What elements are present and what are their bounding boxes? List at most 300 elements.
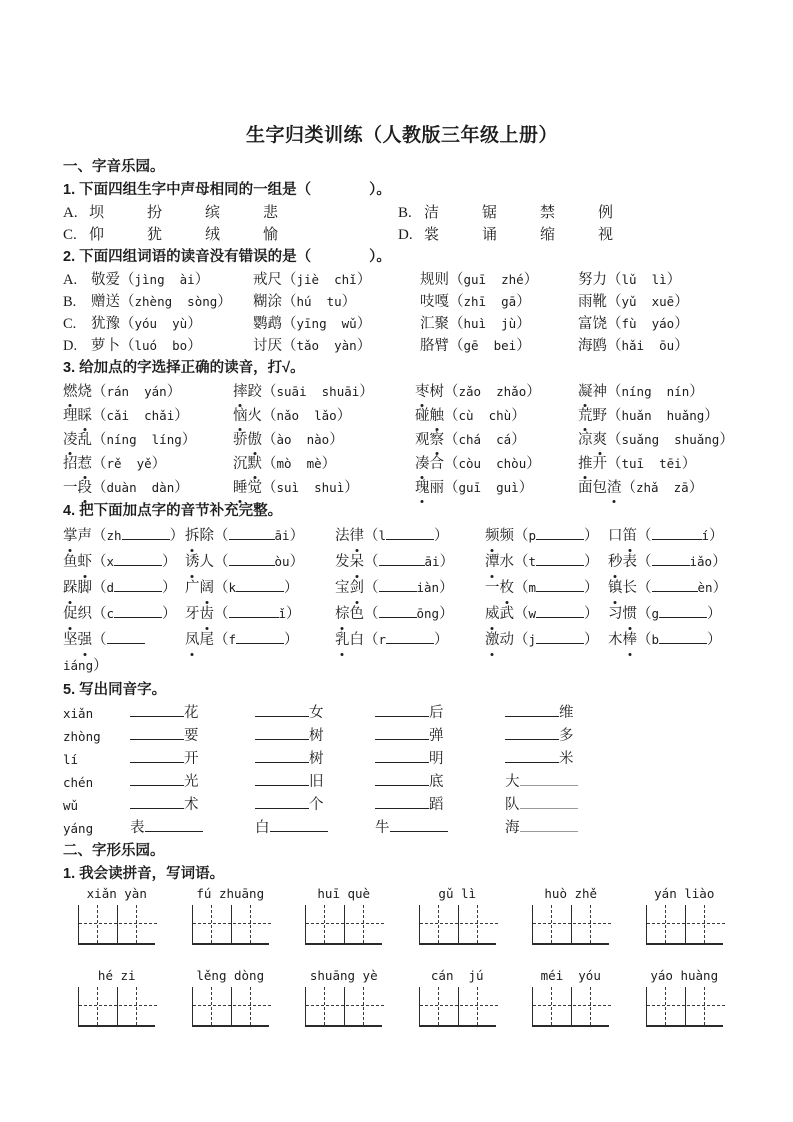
paren-close: ） [674,316,689,332]
word-char: 色 [349,606,364,622]
reading-choice-item [415,380,578,404]
given-char: 开 [184,751,199,767]
given-char: 光 [184,774,199,790]
word-char: 促 [63,601,78,627]
answer-blank [255,725,309,740]
paren-close: ） [284,580,299,596]
q4-prompt: 4. 把下面加点字的音节补充完整。 [63,503,283,519]
option-char: 坝 [89,205,105,221]
word: 犹豫 [91,316,120,332]
homophone-cell [130,771,255,794]
word-with-pinyin [420,269,578,291]
answer-blank [229,525,275,540]
grid-line [363,987,364,1025]
word-char: 一 [485,580,500,596]
grid-unit [514,886,628,947]
paren-open: （ [120,338,135,354]
answer-blank [130,771,184,786]
pinyin: ǐ [278,606,287,621]
answer-blank [379,551,425,566]
word-with-pinyin [63,269,253,291]
given-char: 旧 [309,774,324,790]
word [185,528,214,544]
grid-line [250,987,251,1025]
word [185,580,214,596]
syllable-completion-item [335,601,485,627]
option-char: 洁 [424,205,440,221]
option-label: C. [63,227,77,243]
q1-prompt: 1. 下面四组生字中声母相同的一组是（ ）。 [63,182,391,198]
word-char: 凌 [63,428,78,452]
word-char: 惹 [78,452,93,476]
pinyin: gē bei [463,338,517,353]
paren-open: （ [282,316,297,332]
paren-open: （ [262,456,277,472]
word-char: 骄 [233,432,248,448]
paren-open: （ [449,338,464,354]
paren-open: （ [282,294,297,310]
answer-blank [122,525,170,540]
reading-choice-item [233,380,415,404]
pinyin: xiǎn yàn [86,886,147,901]
homophone-cell [505,725,741,748]
paren-open: （ [607,316,622,332]
homophone-cell [505,771,741,794]
word-char: 枚 [500,575,515,601]
word [415,384,444,400]
word-with-pinyin [253,269,420,291]
given-char: 术 [184,797,199,813]
grid-row [60,886,741,947]
paren-close: ） [166,384,182,400]
pinyin-writing-grids [63,886,741,1029]
answer-blank [520,817,578,832]
pinyin: tǎo yàn [296,338,357,353]
answer-blank [652,525,702,540]
syllable-completion-item [185,549,335,575]
word: 戒尺 [253,272,282,288]
grid-line [97,987,98,1025]
word: 富饶 [578,316,607,332]
word-char: 频 [485,523,500,549]
pinyin: āi [274,528,290,543]
paren-close: ） [194,272,210,288]
pinyin: jiè chǐ [296,272,357,287]
paren-open: （ [607,384,622,400]
word: 讨厌 [253,338,282,354]
character-writing-grid [305,987,382,1027]
pinyin: zh [106,528,122,543]
paren-open: （ [514,528,529,544]
grid-line [590,905,591,943]
paren-close: ） [151,456,167,472]
pinyin: òu [274,554,290,569]
syllable-completion-item [485,523,608,549]
word-char: 发 [335,554,350,570]
answer-blank [379,603,417,618]
grid-line [97,905,98,943]
homophone-cell [130,725,255,748]
paren-open: （ [637,580,652,596]
paren-close: ） [289,554,305,570]
pinyin: rán yán [106,384,167,399]
pinyin: yǔ xuē [621,294,675,309]
pinyin: j [528,632,537,647]
paren-open: （ [637,606,652,622]
homophone-cell [255,794,375,817]
pinyin: luó bo [134,338,188,353]
paren-close: ） [688,480,704,496]
homophone-cell [255,817,375,840]
word-char: 习 [608,606,623,622]
word [578,384,607,400]
pinyin: fú zhuāng [196,886,265,901]
word [335,554,364,570]
word-char: 鱼 [63,554,78,570]
word-char: 凉 [578,432,593,448]
word-char: 武 [499,606,514,622]
grid-line [211,905,212,943]
word-char: 招 [63,456,78,472]
character-writing-grid [305,905,382,945]
paren-open: （ [262,408,277,424]
word [485,632,514,648]
character-writing-grid [419,905,496,945]
pinyin: shuāng yè [309,968,378,983]
grid-line [685,987,686,1025]
option-char: 仰 [89,227,105,243]
word-char: 口 [608,528,623,544]
paren-open: （ [262,384,277,400]
word-char: 强 [78,627,93,653]
grid-line [344,905,345,943]
pinyin: iáng [63,658,94,673]
word [608,580,637,596]
pinyin: huò zhě [544,886,598,901]
answer-blank [390,817,448,832]
word [485,580,514,596]
option-char: 裳 [424,227,440,243]
paren-open: （ [282,338,297,354]
answer-blank [229,603,279,618]
word-with-pinyin [253,335,420,357]
option-label: D. [63,338,78,354]
q2-row [63,269,741,291]
q2-options [63,269,741,357]
pinyin: yáo huàng [650,968,719,983]
paren-open: （ [92,554,107,570]
grid-line [647,923,725,924]
paren-open: （ [92,432,107,448]
word-char: 丽 [429,480,444,496]
grid-line [344,987,345,1025]
answer-blank [130,748,184,763]
option-label: A. [63,272,78,288]
paren-close: ） [187,316,202,332]
word-char: 掌 [63,523,78,549]
paren-close: ） [712,554,727,570]
syllable-completion-item [185,627,335,679]
word-with-pinyin [578,313,741,335]
pinyin: t [528,554,537,569]
grid-row [60,968,741,1029]
paren-close: ） [162,554,177,570]
word-char: 除 [199,528,214,544]
pinyin: l [378,528,387,543]
q2-row [63,291,741,313]
paren-close: ） [518,480,534,496]
syllable-completion-item [63,575,185,601]
pinyin: gǔ lì [438,886,477,901]
q5-table [63,702,741,840]
paren-close: ） [584,632,599,648]
pinyin: x [106,554,115,569]
word [233,480,262,496]
word-char: 渣 [607,476,622,500]
paren-open: （ [214,580,229,596]
word: 努力 [578,272,607,288]
word-char: 睬 [78,404,93,428]
word [578,456,607,472]
given-char: 树 [309,751,324,767]
answer-blank [536,525,584,540]
grid-unit [401,886,515,947]
given-char: 维 [559,705,574,721]
pinyin: guī zhé [463,272,524,287]
grid-line [477,905,478,943]
grid-line [231,905,232,943]
option-char: 禁 [540,205,556,221]
character-writing-grid [78,905,155,945]
word-char: 乱 [77,432,92,448]
paren-close: ） [286,606,301,622]
grid-line [420,1005,498,1006]
grid-line [363,905,364,943]
syllable-completion-item [608,601,741,627]
word [415,456,444,472]
paren-open: （ [214,632,229,648]
word-with-pinyin [253,313,420,335]
syllable-completion-item [335,549,485,575]
paren-open: （ [444,456,459,472]
word-char: 牙 [185,606,200,622]
pinyin: k [228,580,237,595]
grid-pinyin-label [317,886,370,902]
word-char: 剑 [350,575,365,601]
word [485,554,514,570]
word-char: 合 [429,456,444,472]
paren-close: ） [181,432,197,448]
paren-open: （ [444,384,459,400]
word-char: 木 [608,632,623,648]
character-writing-grid [419,987,496,1027]
pinyin: m [528,580,537,595]
pinyin: wǔ [63,798,79,813]
paren-close: ） [526,456,541,472]
q1-row [63,224,741,246]
grid-line [533,1005,611,1006]
syllable-completion-item [63,601,185,627]
word [608,528,637,544]
paren-open: （ [214,528,229,544]
option-group [398,202,741,224]
answer-blank [652,551,690,566]
answer-blank [375,725,429,740]
paren-open: （ [92,632,107,648]
answer-blank [114,551,162,566]
paren-open: （ [92,528,107,544]
paren-close: ） [344,480,359,496]
s2q1-prompt: 1. 我会读拼音，写词语。 [63,866,225,882]
word-char: 表 [622,554,637,570]
pinyin: ào nào [276,432,330,447]
pinyin: yīng wǔ [296,316,357,331]
word-char: 棕 [335,601,350,627]
paren-close: ） [336,408,352,424]
word-char: 声 [77,528,92,544]
word-char: 秒 [608,549,623,575]
pinyin: zhèng sòng [134,294,218,309]
pinyin: d [106,580,115,595]
paren-open: （ [444,432,459,448]
paren-open: （ [214,606,229,622]
pinyin: yáng [63,821,94,836]
paren-open: （ [92,606,107,622]
pinyin: suì shuì [276,480,345,495]
paren-close: ） [584,580,599,596]
paren-open: （ [444,480,459,496]
grid-line [117,987,118,1025]
grid-pinyin-label [438,886,476,902]
paren-close: ） [341,294,357,310]
answer-blank [236,629,284,644]
word-char: 宝 [335,580,350,596]
paren-open: （ [364,580,379,596]
reading-choice-item [63,428,233,452]
pinyin: rě yě [106,456,152,471]
paren-close: ） [356,316,372,332]
pinyin: èn [697,580,713,595]
given-char: 要 [184,728,199,744]
option-label: C. [63,316,77,332]
character-writing-grid [532,987,609,1027]
page-title: 生字归类训练（人教版三年级上册） [245,125,558,146]
word-char: 齿 [200,601,215,627]
answer-blank [659,603,707,618]
pinyin: xiǎn [63,706,94,721]
answer-blank [255,794,309,809]
character-writing-grid [646,905,723,945]
grid-unit [287,886,401,947]
paren-close: ） [187,338,202,354]
word-char: 面 [578,480,593,496]
syllable-completion-item [185,575,335,601]
answer-blank [505,702,559,717]
word [608,606,637,622]
pinyin: r [378,632,387,647]
word-char: 烧 [77,384,92,400]
grid-pinyin-label [87,886,147,902]
reading-choice-item [233,452,415,476]
word [335,632,364,648]
pinyin: lí [63,752,79,767]
homophone-cell [375,794,505,817]
word [63,480,92,496]
grid-line [211,987,212,1025]
grid-line [477,987,478,1025]
paren-open: （ [120,272,135,288]
paren-open: （ [92,580,107,596]
character-writing-grid [78,987,155,1027]
paren-open: （ [621,480,636,496]
pinyin: hú tu [296,294,342,309]
paren-open: （ [607,432,622,448]
answer-blank [236,577,284,592]
answer-blank [375,794,429,809]
grid-unit [628,886,742,947]
homophone-row [63,771,741,794]
word-char: 推 [578,452,593,476]
paren-close: ） [584,606,599,622]
grid-line [647,1005,725,1006]
word-char: 沉 [233,456,248,472]
pinyin: huī què [317,886,371,901]
paren-open: （ [637,554,652,570]
pinyin: hǎi ōu [621,338,675,353]
grid-pinyin-label [541,968,601,984]
word-char: 睡 [233,476,248,500]
word [233,432,262,448]
grid-line [136,905,137,943]
given-char: 大 [505,774,520,790]
paren-close: ） [526,384,541,400]
word-with-pinyin [63,313,253,335]
paren-close: ） [704,408,719,424]
word [63,408,92,424]
word-char: 威 [485,601,500,627]
word [485,528,514,544]
answer-blank [130,794,184,809]
paren-close: ） [712,580,728,596]
word-char: 镇 [608,575,623,601]
q2-row [63,335,741,357]
pinyin: méi yóu [540,968,601,983]
paren-open: （ [120,294,135,310]
paren-open: （ [607,272,622,288]
option-char: 缩 [540,227,556,243]
paren-open: （ [514,554,529,570]
homophone-cell [255,702,375,725]
syllable-completion-item [485,575,608,601]
grid-line [665,987,666,1025]
homophone-cell [255,748,375,771]
answer-blank [375,702,429,717]
word-with-pinyin [420,291,578,313]
paren-close: ） [516,338,531,354]
grid-line [136,987,137,1025]
option-char: 扮 [147,205,163,221]
word-char: 潭 [485,549,500,575]
paren-close: ） [329,432,344,448]
pinyin: lǔ lì [621,272,667,287]
grid-line [438,987,439,1025]
pinyin: zǎo zhǎo [458,384,527,399]
pinyin: f [228,632,237,647]
grid-pinyin-label [98,968,136,984]
option-char: 犹 [147,227,163,243]
word-char: 恼 [233,404,248,428]
given-char: 个 [309,797,324,813]
